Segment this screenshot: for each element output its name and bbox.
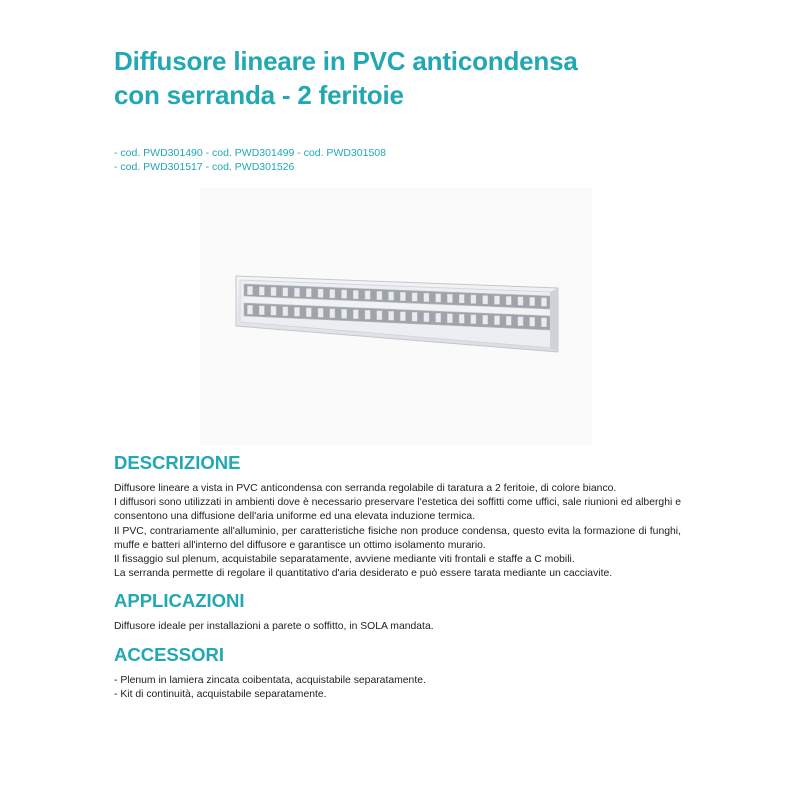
- accessori-list: [114, 674, 681, 702]
- louver-blade: [436, 294, 441, 303]
- descrizione-paragraph: La serranda permette di regolare il quantitativo d'aria desiderato e può essere tarata mediante un cacciavite.: [114, 568, 613, 580]
- descrizione-paragraph: Diffusore lineare a vista in PVC anticondensa con serranda regolabile di taratura a 2 feritoie, di colore bianco.: [114, 483, 617, 494]
- louver-blade: [365, 291, 370, 300]
- louver-blade: [471, 295, 476, 304]
- section-title-descrizione: DESCRIZIONE: [114, 452, 241, 473]
- louver-blade: [259, 306, 264, 315]
- louver-blade: [541, 318, 546, 327]
- louver-blade: [447, 314, 452, 323]
- descrizione-body: [114, 482, 681, 581]
- louver-blade: [294, 288, 299, 297]
- louver-blade: [541, 298, 546, 307]
- louver-blade: [494, 316, 499, 325]
- louver-blade: [306, 289, 311, 298]
- louver-blade: [483, 315, 488, 324]
- louver-blade: [330, 309, 335, 318]
- louver-blade: [518, 317, 523, 326]
- louver-blade: [283, 307, 288, 316]
- title-line-2: con serranda - 2 feritoie: [114, 80, 404, 110]
- section-title-applicazioni: APPLICAZIONI: [114, 590, 245, 611]
- louver-blade: [424, 293, 429, 302]
- applicazioni-body: [114, 620, 681, 634]
- louver-blade: [342, 290, 347, 299]
- louver-blade: [447, 294, 452, 303]
- louver-blade: [247, 305, 252, 314]
- louver-blade: [365, 310, 370, 319]
- louver-blade: [318, 308, 323, 317]
- louver-blade: [353, 290, 358, 299]
- louver-blade: [506, 296, 511, 305]
- louver-blade: [412, 312, 417, 321]
- louver-blade: [436, 313, 441, 322]
- title-line-1: Diffusore lineare in PVC anticondensa: [114, 46, 578, 76]
- louver-blade: [530, 317, 535, 326]
- louver-blade: [506, 316, 511, 325]
- linear-diffuser-illustration: [200, 188, 592, 446]
- louver-blade: [247, 286, 252, 295]
- applicazioni-text: Diffusore ideale per installazioni a parete o soffitto, in SOLA mandata.: [114, 621, 434, 632]
- louver-blade: [400, 312, 405, 321]
- louver-blade: [271, 287, 276, 296]
- louver-blade: [294, 307, 299, 316]
- louver-blade: [400, 292, 405, 301]
- louver-blade: [306, 308, 311, 317]
- louver-blade: [471, 315, 476, 324]
- louver-blade: [530, 297, 535, 306]
- product-image: [200, 188, 592, 446]
- accessori-item: - Plenum in lamiera zincata coibentata, acquistabile separatamente.: [114, 675, 426, 686]
- louver-blade: [318, 289, 323, 298]
- louver-blade: [377, 311, 382, 320]
- louver-blade: [459, 295, 464, 304]
- louver-blade: [459, 314, 464, 323]
- louver-blade: [412, 293, 417, 302]
- product-codes-line-2: - cod. PWD301517 - cod. PWD301526: [114, 161, 295, 173]
- louver-blade: [283, 288, 288, 297]
- page-title: [114, 44, 714, 112]
- descrizione-paragraph: I diffusori sono utilizzati in ambienti dove è necessario preservare l'estetica dei soffitti come uffici, sale riunioni ed alberghi e consentono una diffusione dell'aria uniforme ed una elevata induzione termica.: [114, 497, 681, 523]
- louver-blade: [330, 290, 335, 299]
- louver-blade: [259, 287, 264, 296]
- louver-blade: [353, 310, 358, 319]
- descrizione-paragraph: Il PVC, contrariamente all'alluminio, per caratteristiche fisiche non produce condensa, questo evita la formazione di funghi, muffe e batteri all'interno del diffusore e garantisce un ottimo isolamento murario.: [114, 525, 681, 551]
- accessori-item: - Kit di continuità, acquistabile separatamente.: [114, 689, 327, 701]
- section-title-accessori: ACCESSORI: [114, 644, 224, 665]
- descrizione-paragraph: Il fissaggio sul plenum, acquistabile separatamente, avviene mediante viti frontali e staffe a C mobili.: [114, 554, 575, 566]
- louver-blade: [377, 291, 382, 300]
- product-codes: [114, 146, 714, 174]
- louver-blade: [271, 306, 276, 315]
- louver-blade: [518, 297, 523, 306]
- louver-blade: [424, 313, 429, 322]
- louver-blade: [389, 311, 394, 320]
- louver-blade: [342, 309, 347, 318]
- product-codes-line-1: - cod. PWD301490 - cod. PWD301499 - cod. PWD301508: [114, 147, 386, 159]
- louver-blade: [494, 296, 499, 305]
- louver-blade: [389, 292, 394, 301]
- louver-blade: [483, 296, 488, 305]
